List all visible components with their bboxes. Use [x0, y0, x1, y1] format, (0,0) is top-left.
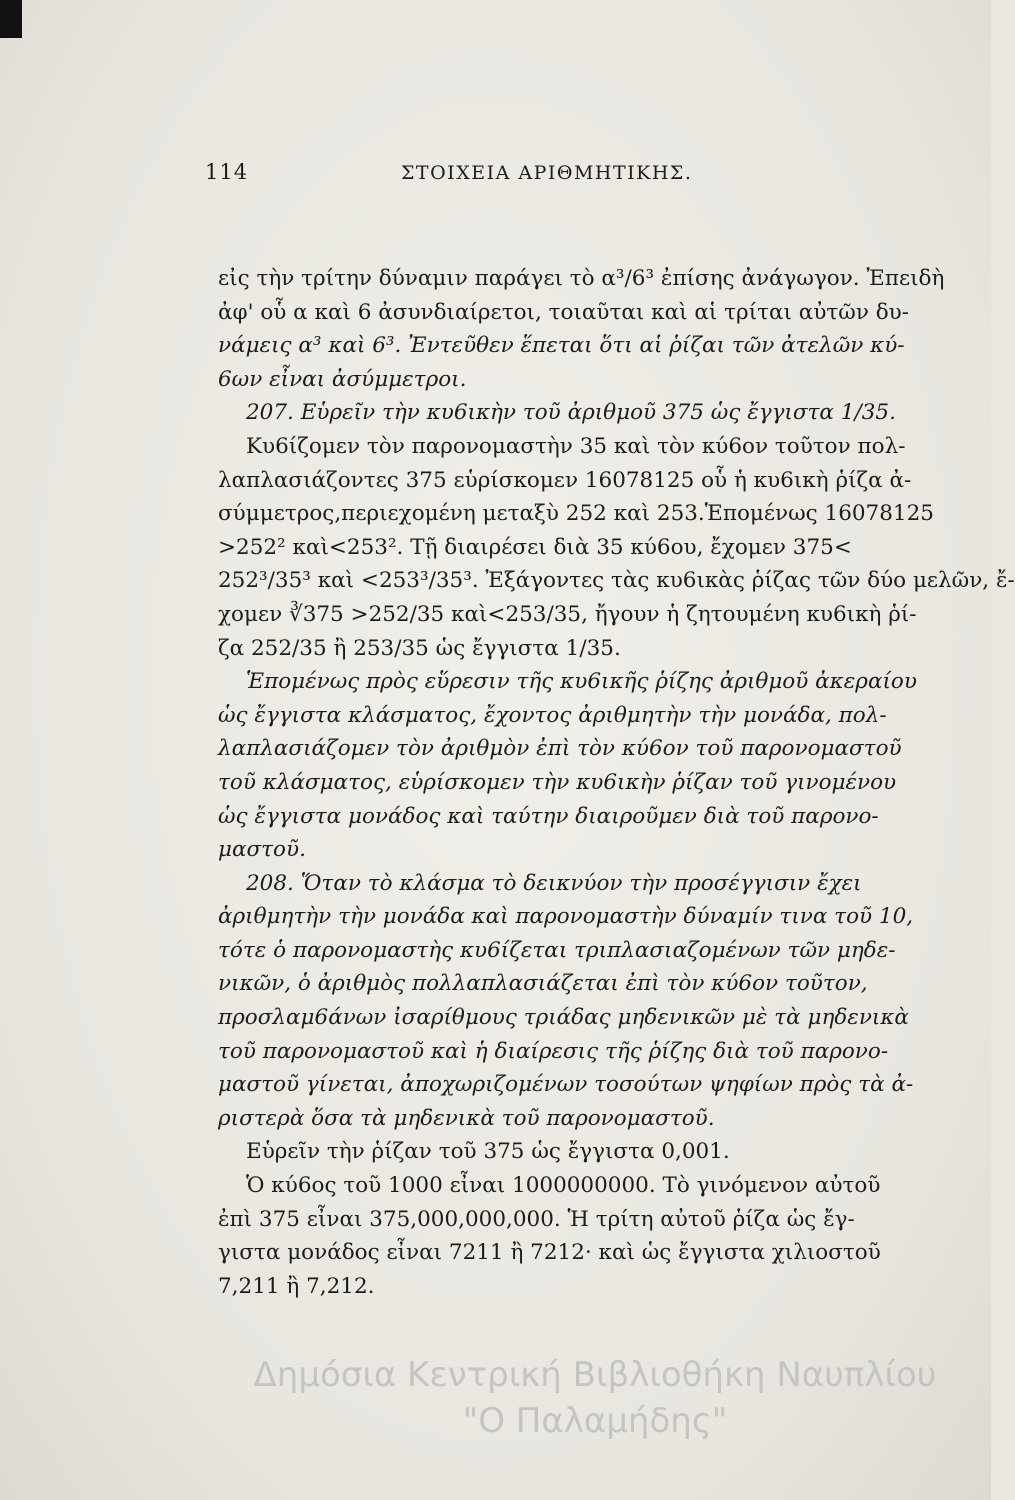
rule-text: ὡς ἔγγιστα κλάσματος, ἔχοντος ἀριθμητὴν τὴν μονάδα, πολ- [218, 702, 887, 728]
example-text: ἐπὶ 375 εἶναι 375,000,000,000. Ἡ τρίτη αὐτοῦ ῥίζα ὡς ἔγ- [218, 1206, 855, 1232]
rule-text: προσλαμ6άνων ἰσαρίθμους τριάδας μηδενικῶν μὲ τὰ μηδενικὰ [218, 1005, 909, 1031]
math-line: ζα 252/35 ἢ 253/35 ὡς ἔγγιστα 1/35. [218, 635, 621, 661]
rule-text: μαστοῦ γίνεται, ἀποχωριζομένων τοσούτων ψηφίων πρὸς τὰ ἀ- [218, 1072, 914, 1098]
page-number: 114 [205, 160, 249, 184]
problem-207: 207. Εὑρεῖν τὴν κυ6ικὴν τοῦ ἀριθμοῦ 375 ὡς ἔγγιστα 1/35. [246, 400, 896, 426]
scan-edge-mark [0, 0, 22, 38]
rule-text: Ἑπομένως πρὸς εὕρεσιν τῆς κυ6ικῆς ῥίζης ἀριθμοῦ ἀκεραίου [246, 669, 917, 695]
text-line: 6ων εἶναι ἀσύμμετροι. [218, 366, 467, 392]
example-text: Ὁ κύ6ος τοῦ 1000 εἶναι 1000000000. Τὸ γινόμενον αὐτοῦ [246, 1173, 881, 1199]
example-text: Εὑρεῖν τὴν ῥίζαν τοῦ 375 ὡς ἔγγιστα 0,001. [246, 1139, 730, 1165]
library-watermark [215, 1352, 975, 1444]
rule-text: νικῶν, ὁ ἀριθμὸς πολλαπλασιάζεται ἐπὶ τὸν κύ6ον τοῦτον, [218, 971, 868, 997]
page-header [205, 160, 795, 190]
section-208: 208. Ὅταν τὸ κλάσμα τὸ δεικνύον τὴν προσέγγισιν ἔχει [246, 870, 862, 896]
math-line: χομεν ∛375 >252/35 καὶ<253/35, ἤγουν ἡ ζητουμένη κυ6ικὴ ῥί- [218, 601, 917, 627]
example-text: 7,211 ἢ 7,212. [218, 1273, 375, 1299]
rule-text: ἀριθμητὴν τὴν μονάδα καὶ παρονομαστὴν δύναμίν τινα τοῦ 10, [218, 904, 914, 930]
running-title: ΣΤΟΙΧΕΙΑ ΑΡΙΘΜΗΤΙΚΗΣ. [401, 162, 693, 184]
text-line: ἀφ' οὗ α καὶ 6 ἀσυνδιαίρετοι, τοιαῦται καὶ αἱ τρίται αὐτῶν δυ- [218, 299, 910, 325]
text-line: σύμμετρος,περιεχομένη μεταξὺ 252 καὶ 253.Ἑπομένως 16078125 [218, 501, 934, 527]
rule-text: μαστοῦ. [218, 837, 306, 863]
rule-text: τοῦ παρονομαστοῦ καὶ ἡ διαίρεσις τῆς ῥίζης διὰ τοῦ παρονο- [218, 1038, 889, 1064]
rule-text: λαπλασιάζομεν τὸν ἀριθμὸν ἐπὶ τὸν κύ6ον τοῦ παρονομαστοῦ [218, 736, 902, 762]
watermark-line-1: Δημόσια Κεντρική Βιβλιοθήκη Ναυπλίου [253, 1355, 937, 1395]
text-line: εἰς τὴν τρίτην δύναμιν παράγει τὸ α³/6³ ἐπίσης ἀνάγωγον. Ἐπειδὴ [218, 266, 945, 291]
text-line: Κυ6ίζομεν τὸν παρονομαστὴν 35 καὶ τὸν κύ6ον τοῦτον πολ- [246, 433, 906, 459]
math-line: >252² καὶ<253². Τῇ διαιρέσει διὰ 35 κύ6ου, ἔχομεν 375< [218, 534, 852, 560]
math-line: 252³/35³ καὶ <253³/35³. Ἐξάγοντες τὰς κυ6ικὰς ῥίζας τῶν δύο μελῶν, ἔ- [218, 568, 1015, 594]
rule-text: ριστερὰ ὅσα τὰ μηδενικὰ τοῦ παρονομαστοῦ. [218, 1105, 715, 1131]
rule-text: ὡς ἔγγιστα μονάδος καὶ ταύτην διαιροῦμεν διὰ τοῦ παρονο- [218, 803, 879, 829]
rule-text: τοῦ κλάσματος, εὑρίσκομεν τὴν κυ6ικὴν ῥίζαν τοῦ γινομένου [218, 769, 897, 795]
body-text [218, 262, 1015, 1303]
rule-text: τότε ὁ παρονομαστὴς κυ6ίζεται τριπλασιαζομένων τῶν μηδε- [218, 937, 896, 963]
watermark-line-2: "Ο Παλαμήδης" [462, 1401, 728, 1441]
text-line: νάμεις α³ καὶ 6³. Ἐντεῦθεν ἕπεται ὅτι αἱ ῥίζαι τῶν ἀτελῶν κύ- [218, 333, 905, 359]
text-line: λαπλασιάζοντες 375 εὑρίσκομεν 16078125 οὗ ἡ κυ6ικὴ ῥίζα ἀ- [218, 467, 912, 493]
example-text: γιστα μονάδος εἶναι 7211 ἢ 7212· καὶ ὡς ἔγγιστα χιλιοστοῦ [218, 1240, 881, 1266]
